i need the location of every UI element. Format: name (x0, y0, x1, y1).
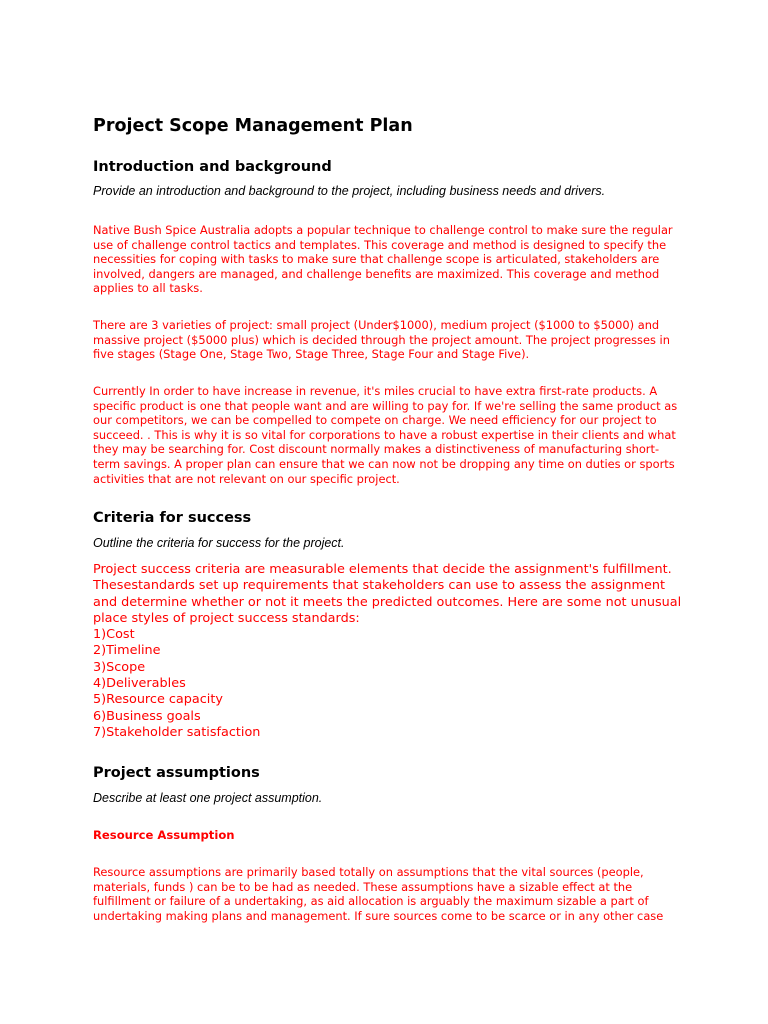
criteria-block (93, 562, 683, 741)
section-heading-intro: Introduction and background (93, 159, 332, 175)
intro-instruction: Provide an introduction and background to the project, including business needs and drivers. (93, 184, 606, 198)
intro-paragraph-1: Native Bush Spice Australia adopts a popular technique to challenge control to make sure the regular use of challenge control tactics and templates. This coverage and method is designed to specify the necessities for coping with tasks to make sure that challenge scope is articulated, stakeholders are involved, dangers are managed, and challenge benefits are maximized. This coverage and method applies to all tasks. (93, 223, 673, 296)
criteria-instruction: Outline the criteria for success for the project. (93, 536, 345, 550)
list-item: 3)Scope (93, 659, 146, 675)
document-title: Project Scope Management Plan (93, 116, 413, 136)
list-item: 5)Resource capacity (93, 692, 223, 708)
list-item: 1)Cost (93, 627, 135, 643)
assumptions-instruction: Describe at least one project assumption. (93, 791, 323, 805)
criteria-list (93, 627, 683, 741)
list-item: 4)Deliverables (93, 676, 186, 692)
intro-paragraph-2: There are 3 varieties of project: small project (Under$1000), medium project ($1000 to $5000) and massive project ($5000 plus) which is decided through the project amount. The project progresses in five stages (Stage One, Stage Two, Stage Three, Stage Four and Stage Five). (93, 318, 670, 362)
section-heading-assumptions: Project assumptions (93, 765, 260, 781)
criteria-paragraph: Project success criteria are measurable elements that decide the assignment's fulfillment. Thesestandards set up requirements that stakeholders can use to assess the assignment and determine whether or not it meets the predicted outcomes. Here are some not unusual place styles of project success standards: (93, 562, 682, 626)
intro-paragraph-3: Currently In order to have increase in revenue, it's miles crucial to have extra first-rate products. A specific product is one that people want and are willing to pay for. If we're selling the same product as our competitors, we can be compelled to compete on charge. We need efficiency for our project to succeed. . This is why it is so vital for corporations to have a robust expertise in their clients and what they may be searching for. Cost discount normally makes a distinctiveness of manufacturing short-term savings. A proper plan can ensure that we can now not be dropping any time on duties or sports activities that are not relevant on our specific project. (93, 384, 678, 486)
list-item: 7)Stakeholder satisfaction (93, 724, 261, 740)
list-item: 2)Timeline (93, 643, 161, 659)
list-item: 6)Business goals (93, 708, 201, 724)
resource-assumption-subheading: Resource Assumption (93, 828, 235, 842)
section-heading-criteria: Criteria for success (93, 510, 252, 526)
resource-assumption-paragraph: Resource assumptions are primarily based totally on assumptions that the vital sources (people, materials, funds ) can be to be had as needed. These assumptions have a sizable effect at the fulfillment or failure of a undertaking, as aid allocation is arguably the maximum sizable a part of undertaking making plans and management. If sure sources come to be scarce or in any other case (93, 865, 664, 923)
